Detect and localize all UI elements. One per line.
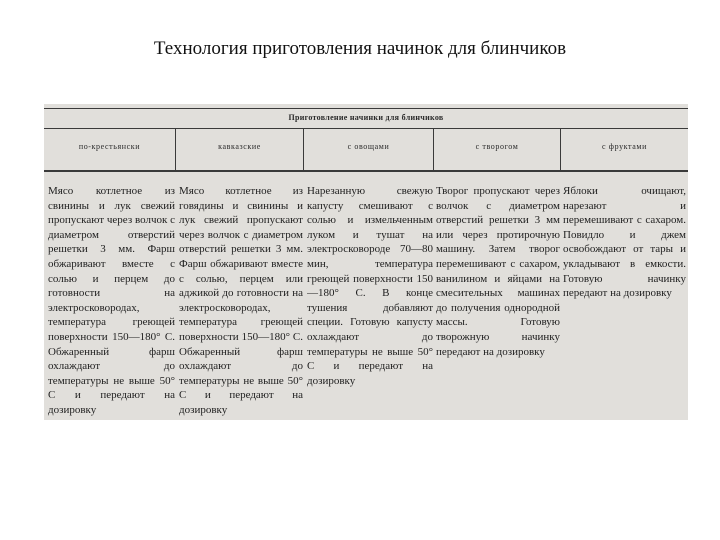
column-text-caucasian: Мясо котлетное из говядины и свинины и лук свежий пропускают через волчок с диаметром отверстий решетки 3 мм. Фарш обжаривают вместе с солью, перцем или аджикой до готовности на электросковородах, температура греющей поверхности 150—180° С. Обжаренный фарш охлаждают до температуры не выше 50° С и передают на дозировку bbox=[179, 185, 303, 416]
column-text-vegetables: Нарезанную свежую капусту смешивают с солью и измельченным луком и тушат на электросковороде 70—80 мин, температура греющей поверхности 150—180° С. В конце тушения добавляют специи. Готовую капусту охлаждают до температуры не выше 50° С и передают на дозировку bbox=[307, 185, 433, 387]
table-rule-caption bbox=[44, 128, 688, 129]
scanned-table-image bbox=[44, 104, 688, 420]
column-header-caucasian: кавказские bbox=[218, 142, 261, 151]
column-text-fruits: Яблоки очищают, нарезают и перемешивают с сахаром. Повидло и джем освобождают от тары и укладывают в емкости. Готовую начинку передают на дозировку bbox=[563, 185, 686, 300]
column-header-vegetables: с овощами bbox=[347, 142, 390, 151]
column-header-fruits: с фруктами bbox=[602, 142, 647, 151]
table-rule-header bbox=[44, 170, 688, 172]
column-header-cottage-cheese: с творогом bbox=[475, 142, 519, 151]
column-text-cottage-cheese: Творог пропускают через волчок с диаметром отверстий решетки 3 мм или через протирочную машину. Затем творог перемешивают с сахаром, ванилином и яйцами на смесительных машинах до получения однородной массы. Готовую творожную начинку передают на дозировку bbox=[436, 185, 560, 358]
table-caption: Приготовление начинки для блинчиков bbox=[288, 113, 444, 122]
table-rule-top bbox=[44, 108, 688, 109]
column-text-peasant: Мясо котлетное из свинины и лук свежий пропускают через волчок с диаметром отверстий решетки 3 мм. Фарш обжаривают вместе с солью и перцем до готовности на электросковородах, температура греющей поверхности 150—180° С. Обжаренный фарш охлаждают до температуры не выше 50° С и передают на дозировку bbox=[48, 185, 175, 416]
column-header-peasant: по-крестьянски bbox=[78, 142, 141, 151]
slide-title: Технология приготовления начинок для блинчиков bbox=[153, 38, 567, 59]
